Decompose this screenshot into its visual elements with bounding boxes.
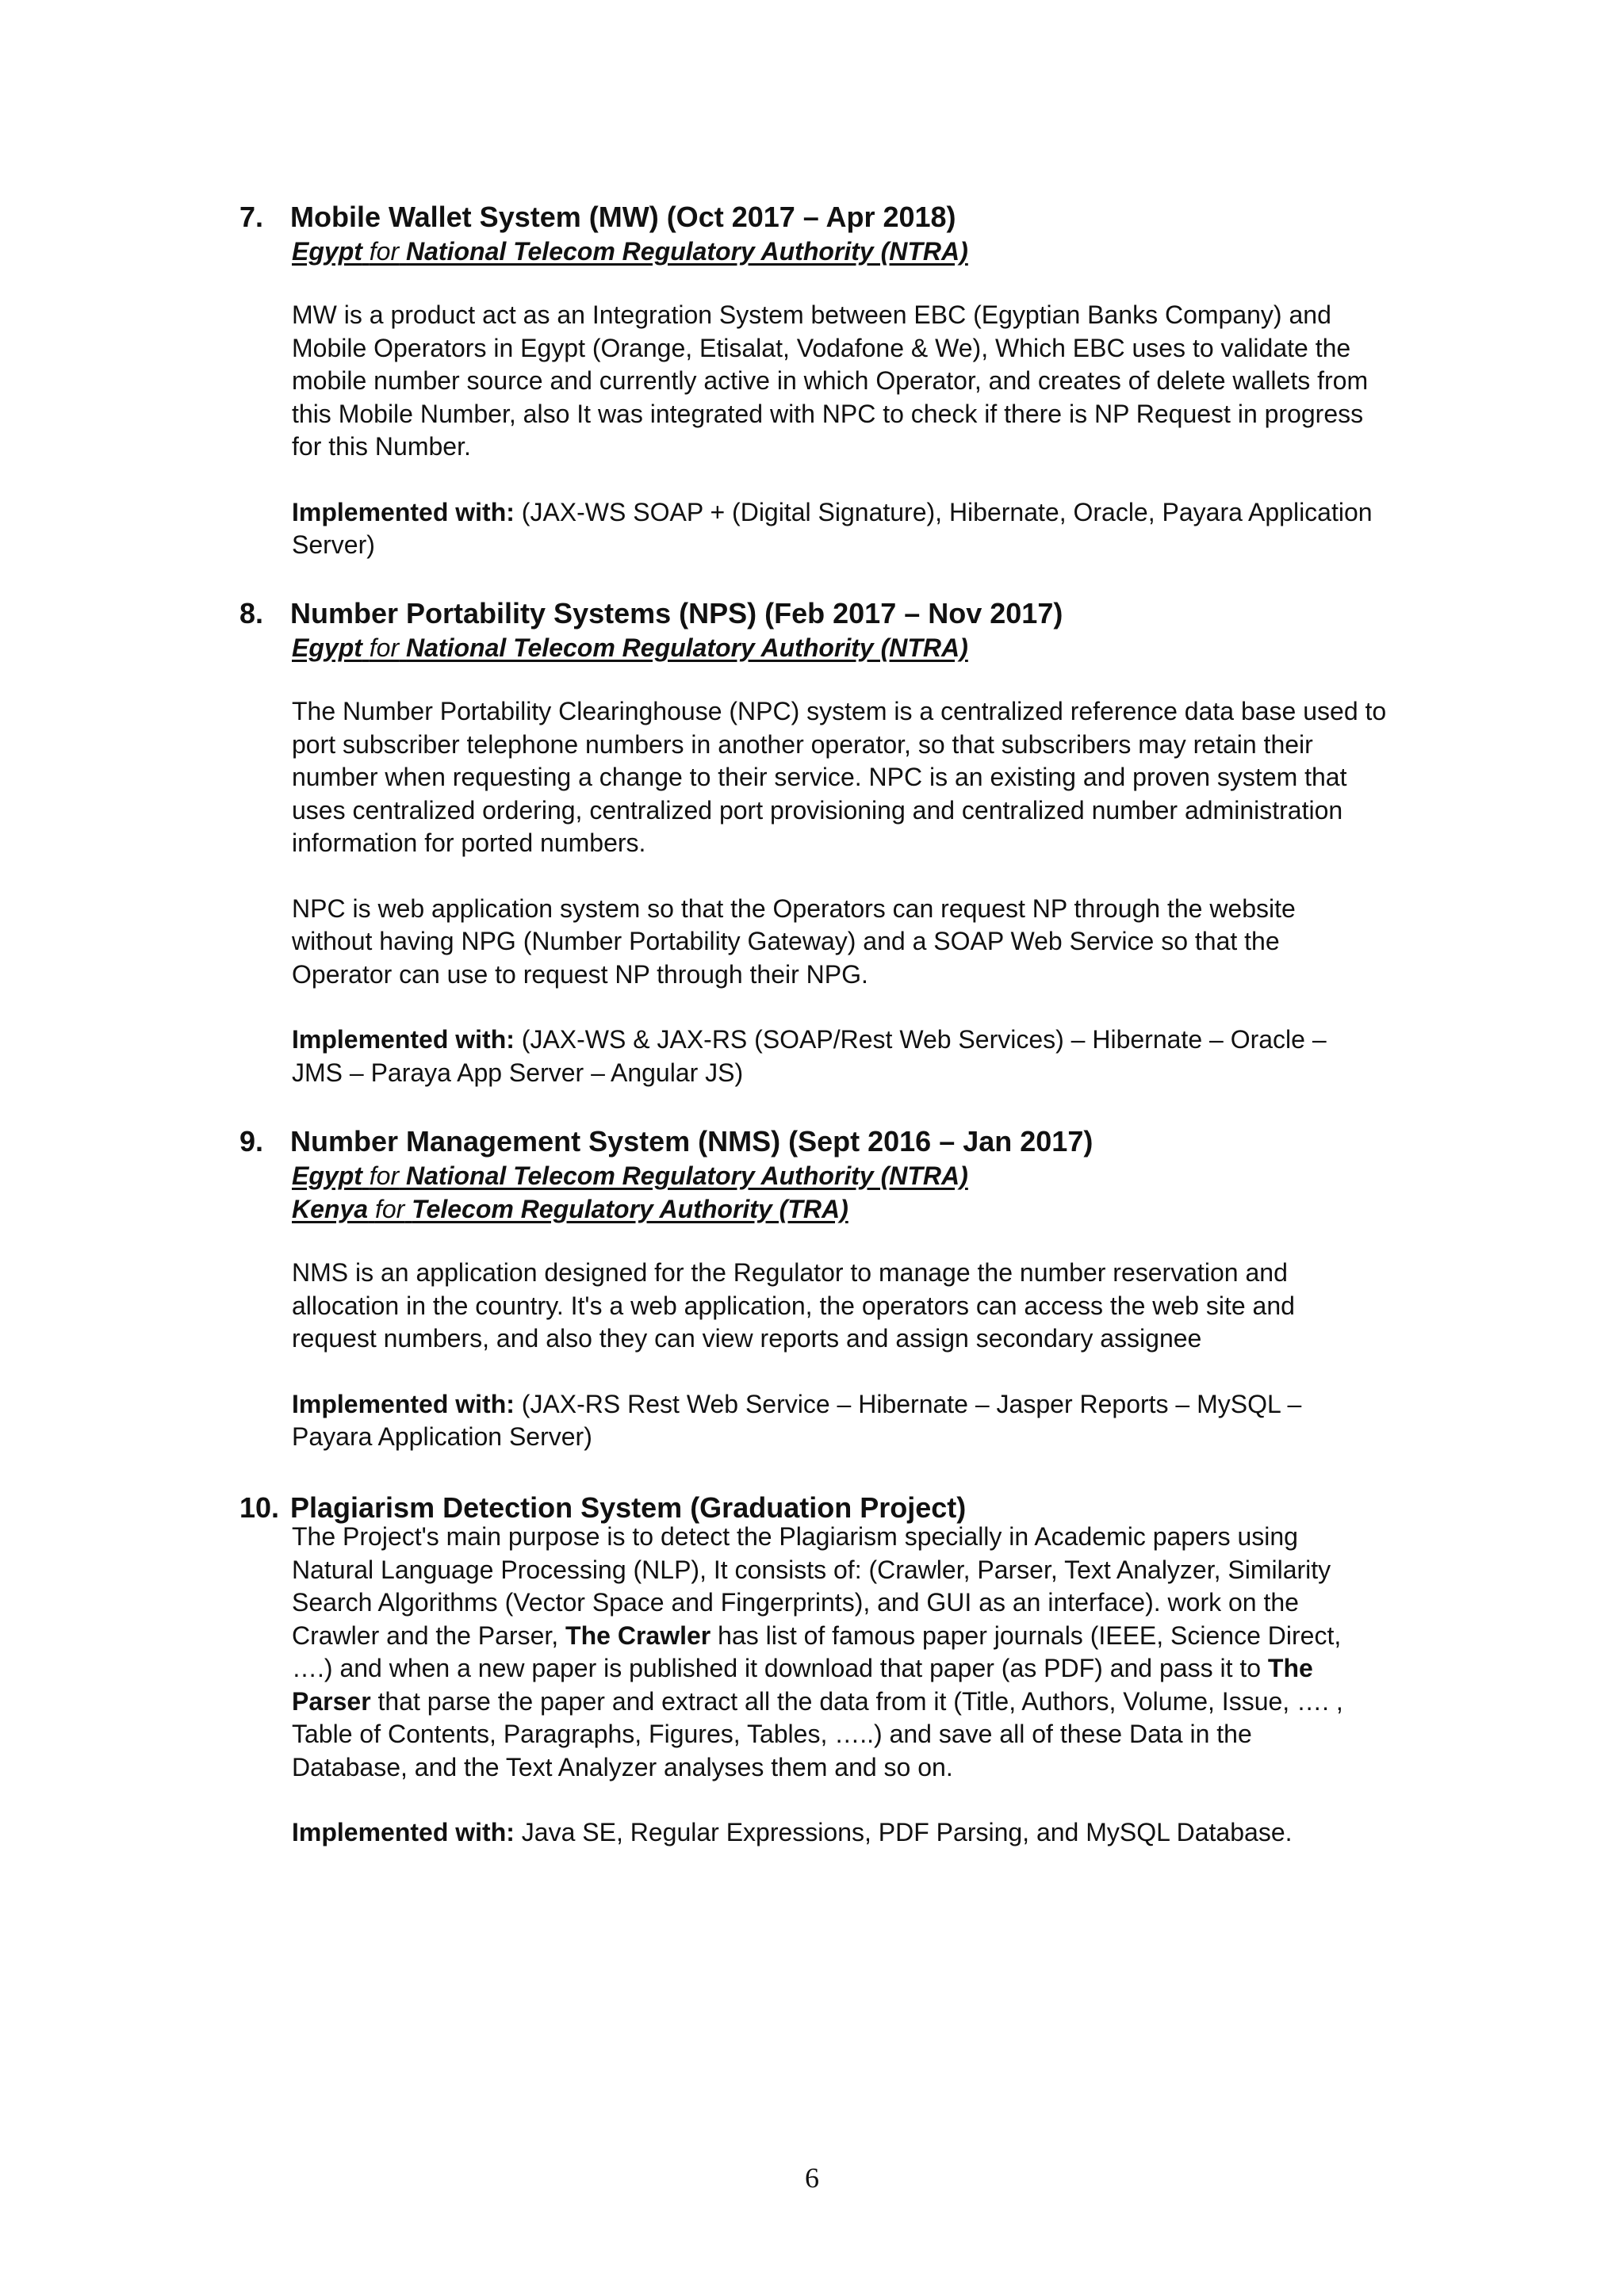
project-title: Number Management System (NMS) (Sept 2016 – Jan 2017) — [290, 1125, 1094, 1158]
text-line: The Number Portability Clearinghouse (NPC) system is a centralized reference data base used to — [292, 697, 1387, 725]
text-line — [292, 1652, 1497, 1686]
text-line: MW is a product act as an Integration System between EBC (Egyptian Banks Company) and — [292, 300, 1331, 329]
text-line — [292, 1686, 1497, 1719]
text-run: has list of famous paper journals (IEEE, Science Direct, — [710, 1621, 1342, 1650]
project-title: Mobile Wallet System (MW) (Oct 2017 – Apr 2018) — [290, 201, 956, 233]
text-line: this Mobile Number, also It was integrated with NPC to check if there is NP Request in progress — [292, 399, 1364, 428]
implemented-label: Implemented with: — [292, 497, 515, 526]
client-conjunction: for — [369, 237, 400, 266]
client-line — [292, 1159, 1477, 1192]
client-line — [292, 631, 1477, 664]
client-organization: National Telecom Regulatory Authority (NTRA) — [406, 1161, 968, 1190]
parser-term: Parser — [292, 1686, 371, 1716]
text-line: NMS is an application designed for the Regulator to manage the number reservation and — [292, 1258, 1288, 1287]
text-line: number when requesting a change to their service. NPC is an existing and proven system that — [292, 763, 1347, 791]
text-run: ….) and when a new paper is published it download that paper (as PDF) and pass it to — [292, 1654, 1268, 1682]
client-country: Egypt — [292, 237, 362, 266]
description-paragraph — [292, 1257, 1497, 1356]
client-line — [292, 235, 1477, 268]
implemented-text: (JAX-WS SOAP + (Digital Signature), Hibernate, Oracle, Payara Application — [514, 497, 1373, 526]
implemented-label: Implemented with: — [292, 1025, 515, 1054]
client-conjunction: for — [374, 1195, 405, 1223]
project-9 — [239, 1124, 1477, 1454]
project-10 — [239, 1490, 1477, 1850]
description-paragraph — [292, 1521, 1497, 1784]
description-paragraph — [292, 893, 1497, 992]
project-7 — [239, 200, 1477, 562]
text-line: Search Algorithms (Vector Space and Fingerprints), and GUI as an interface). work on the — [292, 1588, 1299, 1617]
client-organization: Telecom Regulatory Authority (TRA) — [412, 1195, 848, 1223]
page-number: 6 — [805, 2162, 819, 2194]
implemented-text: Server) — [292, 530, 375, 559]
project-number: 9. — [239, 1125, 264, 1158]
text-line: NPC is web application system so that the Operators can request NP through the website — [292, 894, 1296, 923]
project-8 — [239, 596, 1477, 1089]
text-run: Crawler and the Parser, — [292, 1621, 566, 1650]
description-paragraph — [292, 695, 1497, 860]
implemented-text: JMS – Paraya App Server – Angular JS) — [292, 1058, 744, 1087]
client-country: Egypt — [292, 633, 362, 662]
project-title: Plagiarism Detection System (Graduation Project) — [290, 1491, 967, 1524]
project-body — [292, 1521, 1497, 1850]
text-line — [292, 1620, 1497, 1653]
implemented-label: Implemented with: — [292, 1818, 515, 1846]
text-line: Operator can use to request NP through their NPG. — [292, 959, 868, 989]
implemented-with — [292, 1024, 1497, 1089]
project-body — [292, 299, 1497, 562]
text-line: Table of Contents, Paragraphs, Figures, Tables, …..) and save all of these Data in the — [292, 1720, 1252, 1748]
description-paragraph — [292, 299, 1497, 464]
crawler-term: The Crawler — [565, 1621, 711, 1650]
text-line: request numbers, and also they can view reports and assign secondary assignee — [292, 1324, 1202, 1353]
client-conjunction: for — [369, 1161, 400, 1190]
text-line: The Project's main purpose is to detect the Plagiarism specially in Academic papers using — [292, 1522, 1298, 1551]
text-line: Natural Language Processing (NLP), It consists of: (Crawler, Parser, Text Analyzer, Similarity — [292, 1555, 1331, 1584]
client-line — [292, 1192, 1477, 1226]
client-organization: National Telecom Regulatory Authority (NTRA) — [406, 237, 968, 266]
parser-term: The — [1267, 1654, 1313, 1682]
text-line: uses centralized ordering, centralized port provisioning and centralized number administration — [292, 795, 1343, 825]
client-organization: National Telecom Regulatory Authority (NTRA) — [406, 633, 968, 662]
client-country: Egypt — [292, 1161, 362, 1190]
implemented-with — [292, 1388, 1497, 1454]
text-line: mobile number source and currently active in which Operator, and creates of delete wallets from — [292, 366, 1369, 395]
text-line: allocation in the country. It's a web application, the operators can access the web site and — [292, 1291, 1295, 1320]
implemented-text: Payara Application Server) — [292, 1422, 592, 1451]
client-conjunction: for — [369, 633, 400, 662]
project-body — [292, 695, 1497, 1089]
project-body — [292, 1257, 1497, 1454]
implemented-with — [292, 496, 1497, 562]
text-line: port subscriber telephone numbers in another operator, so that subscribers may retain their — [292, 729, 1313, 759]
implemented-text: (JAX-RS Rest Web Service – Hibernate – Jasper Reports – MySQL – — [514, 1389, 1302, 1418]
text-line: without having NPG (Number Portability Gateway) and a SOAP Web Service so that the — [292, 927, 1280, 955]
implemented-label: Implemented with: — [292, 1389, 515, 1418]
text-line: Database, and the Text Analyzer analyses them and so on. — [292, 1752, 953, 1781]
text-run: that parse the paper and extract all the data from it (Title, Authors, Volume, Issue, …. , — [370, 1686, 1343, 1716]
implemented-text: Java SE, Regular Expressions, PDF Parsing, and MySQL Database. — [514, 1818, 1293, 1846]
project-number: 7. — [239, 201, 264, 233]
project-number: 10. — [239, 1491, 280, 1524]
text-line: information for ported numbers. — [292, 828, 646, 857]
text-line: Mobile Operators in Egypt (Orange, Etisalat, Vodafone & We), Which EBC uses to validate the — [292, 333, 1351, 362]
text-line: for this Number. — [292, 432, 471, 461]
implemented-with — [292, 1816, 1497, 1850]
project-title: Number Portability Systems (NPS) (Feb 2017 – Nov 2017) — [290, 597, 1063, 629]
project-number: 8. — [239, 597, 264, 629]
client-country: Kenya — [292, 1195, 369, 1223]
implemented-text: (JAX-WS & JAX-RS (SOAP/Rest Web Services) – Hibernate – Oracle – — [514, 1025, 1327, 1054]
